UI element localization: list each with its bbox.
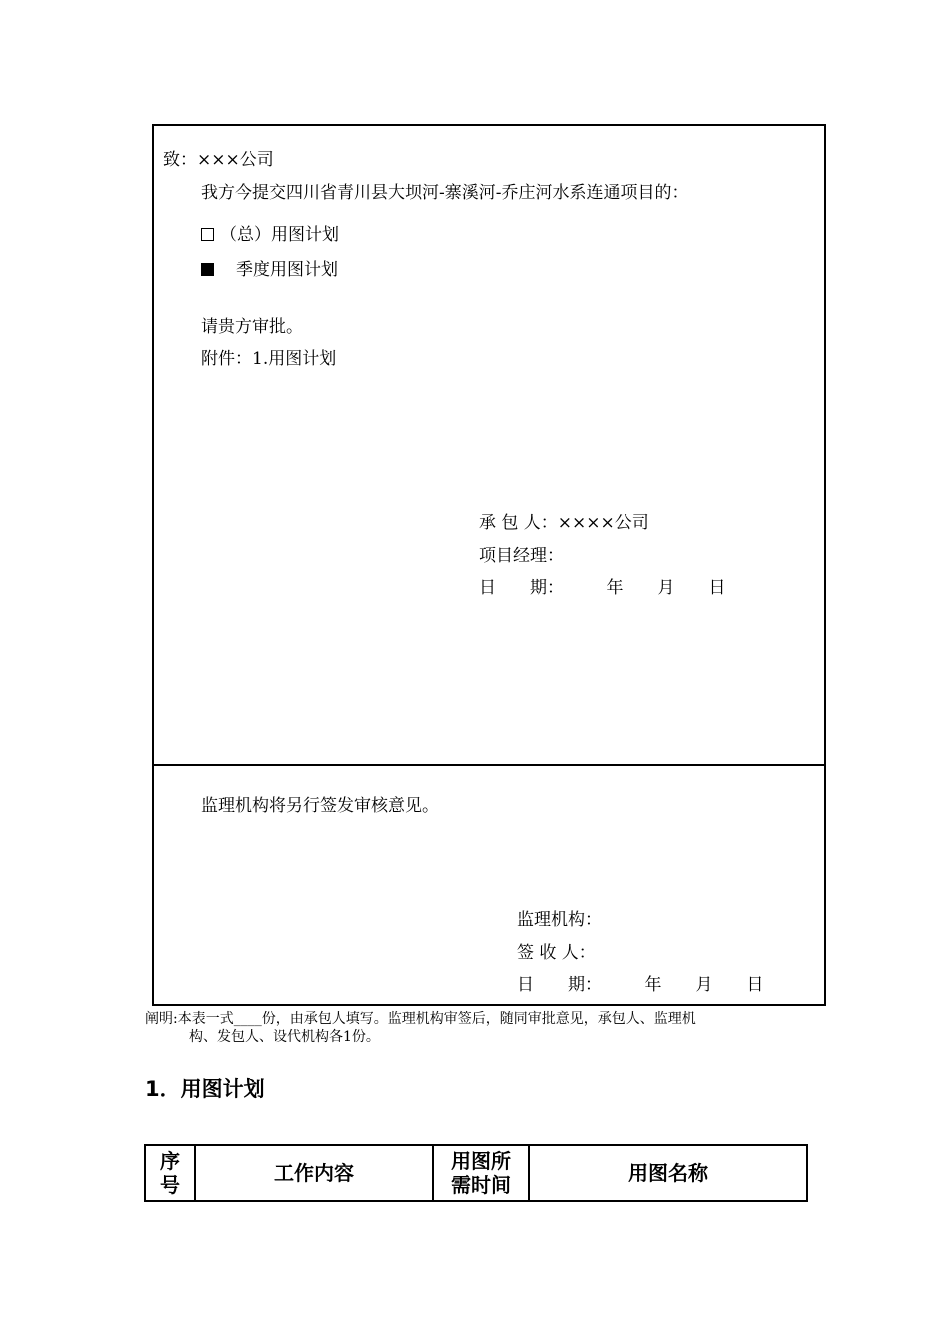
option-quarterly-plan[interactable] (201, 259, 338, 281)
unchecked-box-icon[interactable] (201, 228, 214, 241)
col-header-required-time: 用图所 需时间 (433, 1145, 529, 1201)
option-total-plan-label: （总）用图计划 (220, 225, 339, 245)
drawing-plan-table (144, 1144, 808, 1202)
col-header-work-content: 工作内容 (195, 1145, 433, 1201)
checked-box-icon[interactable] (201, 263, 214, 276)
to-line: 致：×××公司 (163, 150, 274, 170)
form-note-line2: 构、发包人、设代机构各1份。 (189, 1029, 380, 1045)
option-total-plan[interactable] (201, 224, 339, 246)
table-header-row (145, 1145, 807, 1201)
form-section-divider (152, 764, 826, 766)
form-note-line1: 阐明:本表一式____份，由承包人填写。监理机构审签后，随同审批意见，承包人、监理机 (145, 1011, 696, 1027)
col-header-drawing-name: 用图名称 (529, 1145, 807, 1201)
contractor-date-line: 日 期： 年 月 日 (479, 578, 726, 598)
contractor-line: 承 包 人：××××公司 (479, 513, 649, 533)
supervision-org-line: 监理机构： (517, 910, 602, 930)
intro-text: 我方今提交四川省青川县大坝河-寨溪河-乔庄河水系连通项目的： (201, 183, 689, 203)
project-manager-line: 项目经理： (479, 546, 564, 566)
supervision-date-line: 日 期： 年 月 日 (517, 975, 764, 995)
col-header-index: 序 号 (145, 1145, 195, 1201)
supervision-opinion: 监理机构将另行签发审核意见。 (201, 796, 439, 816)
attachment-text: 附件：1.用图计划 (201, 349, 337, 369)
option-quarterly-plan-label: 季度用图计划 (236, 260, 338, 280)
section-title: 1．用图计划 (145, 1077, 265, 1101)
signer-line: 签 收 人： (517, 943, 596, 963)
request-text: 请贵方审批。 (201, 317, 303, 337)
